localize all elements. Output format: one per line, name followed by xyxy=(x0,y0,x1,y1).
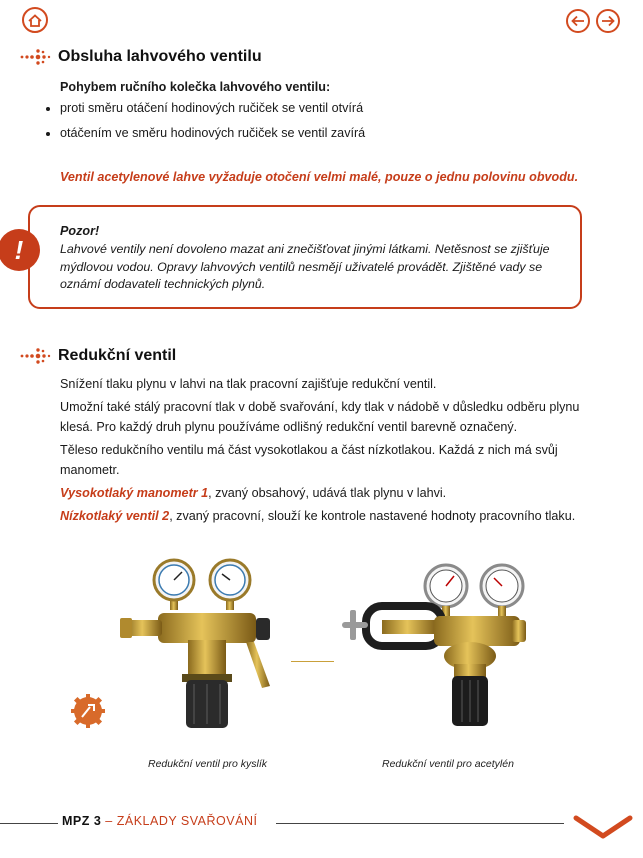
arrow-right-icon xyxy=(601,15,615,27)
caption-oxygen: Redukční ventil pro kyslík xyxy=(148,758,268,770)
high-pressure-term: Vysokotlaký manometr 1 xyxy=(60,486,209,500)
divider xyxy=(291,661,334,662)
footer-title: MPZ 3 – ZÁKLADY SVAŘOVÁNÍ xyxy=(62,814,258,828)
gear-badge-icon xyxy=(70,693,106,729)
chevron-down-icon xyxy=(572,812,634,842)
footer-code: MPZ 3 xyxy=(62,814,102,828)
list-item: • otáčením ve směru hodinových ručiček se ventil zavírá xyxy=(60,123,580,143)
section-heading-reducer xyxy=(20,346,176,366)
paragraph-3: Těleso redukčního ventilu má část vysokotlakou a část nízkotlakou. Každá z nich má svůj manometr. xyxy=(60,443,558,477)
home-button[interactable] xyxy=(22,7,48,33)
low-pressure-term: Nízkotlaký ventil 2 xyxy=(60,509,170,523)
dots-bullet-icon xyxy=(20,346,52,366)
paragraph xyxy=(60,374,600,526)
next-page-button[interactable] xyxy=(572,812,634,847)
bullet-list xyxy=(42,98,580,143)
section-title: Redukční ventil xyxy=(58,347,177,364)
oxygen-regulator-image xyxy=(118,558,288,733)
section-heading-valve xyxy=(20,47,262,67)
arrow-left-icon xyxy=(571,15,585,27)
footer-rule-right xyxy=(276,823,564,824)
back-button[interactable] xyxy=(566,9,590,33)
caption-acetylene: Redukční ventil pro acetylén xyxy=(382,758,514,770)
paragraph-5: Nízkotlaký ventil 2, zvaný pracovní, slouží ke kontrole nastavené hodnoty pracovního tlaku. xyxy=(60,509,576,523)
dots-bullet-icon xyxy=(20,47,52,67)
acetylene-note: Ventil acetylenové lahve vyžaduje otočení velmi malé, pouze o jednu polovinu obvodu. xyxy=(60,170,579,184)
warning-text: Lahvové ventily není dovoleno mazat ani znečišťovat jinými látkami. Netěsnost se zjišťuje mýdlovou vodou. Opravy lahvových ventilů nesmějí uživatelé provádět. Zjištěné vady se oznámí dodavateli technických plynů. xyxy=(60,242,550,291)
section-subtitle: Pohybem ručního kolečka lahvového ventilu: xyxy=(60,80,331,94)
footer-subject: ZÁKLADY SVAŘOVÁNÍ xyxy=(116,814,258,828)
acetylene-regulator-image xyxy=(342,560,542,730)
home-icon xyxy=(28,14,42,27)
warning-title: Pozor! xyxy=(60,224,100,238)
list-item: • proti směru otáčení hodinových ručiček se ventil otvírá xyxy=(60,98,580,118)
paragraph-2: Umožní také stálý pracovní tlak v době svařování, kdy tlak v nádobě v důsledku odběru plynu klesá. Pro každý druh plynu používáme odlišný redukční ventil barevně označený. xyxy=(60,400,580,434)
footer-rule-left xyxy=(0,823,58,824)
paragraph-1: Snížení tlaku plynu v lahvi na tlak pracovní zajišťuje redukční ventil. xyxy=(60,377,437,391)
paragraph-4: Vysokotlaký manometr 1, zvaný obsahový, udává tlak plynu v lahvi. xyxy=(60,486,447,500)
forward-button[interactable] xyxy=(596,9,620,33)
warning-icon: ! xyxy=(0,229,40,271)
section-title: Obsluha lahvového ventilu xyxy=(58,48,262,65)
